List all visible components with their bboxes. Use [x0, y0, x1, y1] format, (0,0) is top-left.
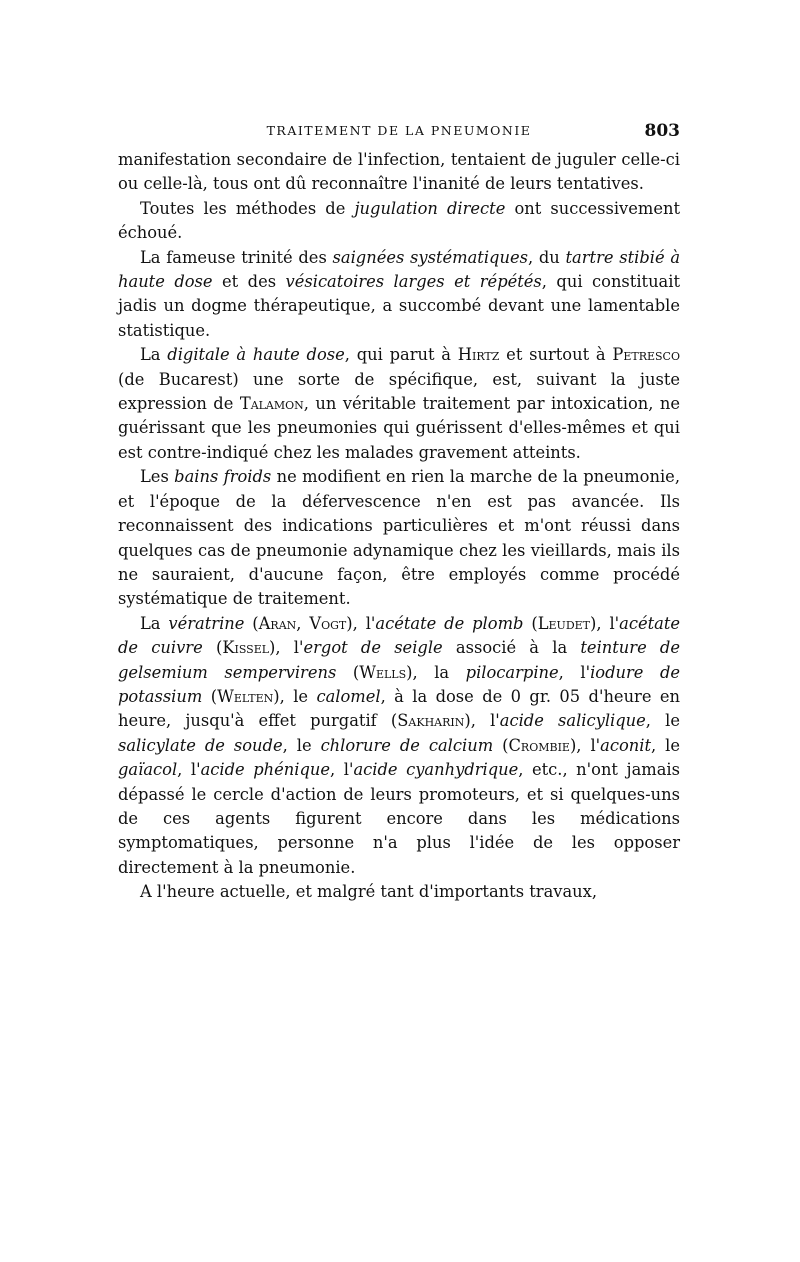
italic-term: vésicatoires larges et répétés — [285, 272, 542, 292]
text-run: et surtout à — [499, 345, 613, 365]
text-run: ), le — [273, 686, 317, 706]
page-number: 803 — [644, 121, 680, 141]
paragraph — [118, 465, 680, 611]
author-name: Aran — [258, 613, 297, 633]
italic-term: calomel — [316, 686, 381, 706]
text-run: ( — [336, 662, 360, 682]
author-name: Petresco — [612, 345, 680, 365]
text-run: , qui constituait jadis un dogme thérapeutique, a succombé devant une lamentable statistique. — [118, 272, 681, 340]
author-name: Sakharin — [397, 711, 465, 731]
body-text — [118, 148, 680, 905]
text-run: ), l' — [346, 613, 376, 633]
italic-term: vératrine — [168, 613, 245, 633]
italic-term: iodure de potassium — [118, 662, 681, 706]
text-run: Toutes les méthodes de — [140, 198, 355, 218]
text-run: manifestation secondaire de l'infection, tentaient de juguler celle-ci ou celle-là, tous ont dû reconnaître l'inanité de leurs tentatives. — [118, 150, 680, 194]
italic-term: saignées systématiques — [332, 247, 528, 267]
italic-term: tartre stibié à haute dose — [118, 247, 681, 292]
italic-term: salicylate de soude — [118, 735, 283, 755]
italic-term: bains froids — [174, 467, 272, 487]
author-name: Leudet — [537, 613, 591, 633]
text-run: , un véritable traitement par intoxication, ne guérissant que les pneumonies qui guérissent d'elles-mêmes et qui est contre-indiqué chez les malades gravement atteints. — [118, 394, 680, 462]
text-run: , etc., n'ont jamais dépassé le cercle d'action de leurs promoteurs, et si quelques-uns de ces agents figurent encore dans les médications symptomatiques, personne n'a plus l'idée de les opposer directement à la pneumonie. — [118, 760, 680, 877]
italic-term: acide phénique — [200, 760, 331, 780]
text-run: La — [140, 345, 168, 365]
italic-term: ergot de seigle — [303, 638, 443, 658]
text-run: et des — [212, 272, 286, 292]
text-run: , du — [527, 247, 566, 267]
paragraph — [118, 343, 680, 465]
italic-term: pilocarpine — [465, 662, 559, 682]
text-run: ( — [244, 613, 259, 633]
italic-term: acétate de cuivre — [118, 613, 681, 658]
text-run: , — [296, 613, 310, 633]
text-run: La fameuse trinité des — [140, 247, 333, 267]
paragraph — [118, 880, 680, 904]
text-run: A l'heure actuelle, et malgré tant d'importants travaux, — [140, 882, 598, 902]
text-run: ), l' — [590, 613, 620, 633]
text-run: (de Bucarest) une sorte de spécifique, est, suivant la juste expression de — [118, 369, 680, 414]
running-title: TRAITEMENT DE LA PNEUMONIE — [266, 123, 532, 138]
italic-term: digitale à haute dose — [167, 345, 345, 365]
text-run: ont successivement échoué. — [118, 198, 680, 243]
text-run: ne modifient en rien la marche de la pneumonie, et l'époque de la défervescence n'en est pas avancée. Ils reconnaissent des indications particulières et m'ont réussi dans quelques cas de pneumonie adynamique chez les vieillards, mais ils ne sauraient, d'aucune façon, être employés comme procédé systématique de traitement. — [118, 467, 680, 609]
text-run: ), l' — [269, 638, 304, 658]
italic-term: chlorure de calcium — [320, 735, 494, 755]
italic-term: acétate de plomb — [375, 613, 524, 633]
running-head — [118, 121, 680, 141]
paragraph — [118, 246, 680, 344]
italic-term: gaïacol — [118, 760, 178, 780]
text-run: La — [140, 613, 169, 633]
author-name: Vogt — [309, 613, 347, 633]
author-name: Wells — [359, 662, 407, 682]
text-run: ( — [523, 613, 538, 633]
author-name: Welten — [217, 686, 274, 706]
text-run: , à la dose de 0 gr. 05 d'heure en heure, jusqu'à effet purgatif ( — [118, 686, 680, 731]
text-run: , l' — [177, 760, 201, 780]
author-name: Kissel — [222, 638, 270, 658]
text-run: ( — [202, 686, 218, 706]
author-name: Crombie — [508, 735, 570, 755]
text-run: , l' — [558, 662, 591, 682]
author-name: Hirtz — [457, 345, 500, 365]
paragraph — [118, 148, 680, 197]
paragraph — [118, 612, 680, 880]
text-run: , le — [645, 711, 680, 731]
text-run: , l' — [330, 760, 354, 780]
text-run: ), l' — [569, 735, 601, 755]
text-run: , le — [651, 735, 681, 755]
paragraph — [118, 197, 680, 246]
text-run: ), la — [406, 662, 466, 682]
text-run: associé à la — [442, 638, 581, 658]
italic-term: teinture de gelsemium sempervirens — [118, 638, 680, 682]
italic-term: acide cyanhydrique — [353, 760, 519, 780]
author-name: Talamon — [239, 394, 304, 414]
text-run: , qui parut à — [344, 345, 458, 365]
text-run: ( — [202, 638, 223, 658]
text-run: Les — [140, 467, 175, 487]
italic-term: aconit — [600, 735, 652, 755]
text-run: ( — [493, 735, 509, 755]
italic-term: acide salicylique — [499, 711, 646, 731]
text-run: , le — [282, 735, 321, 755]
text-run: ), l' — [464, 711, 500, 731]
italic-term: jugulation directe — [354, 198, 506, 218]
